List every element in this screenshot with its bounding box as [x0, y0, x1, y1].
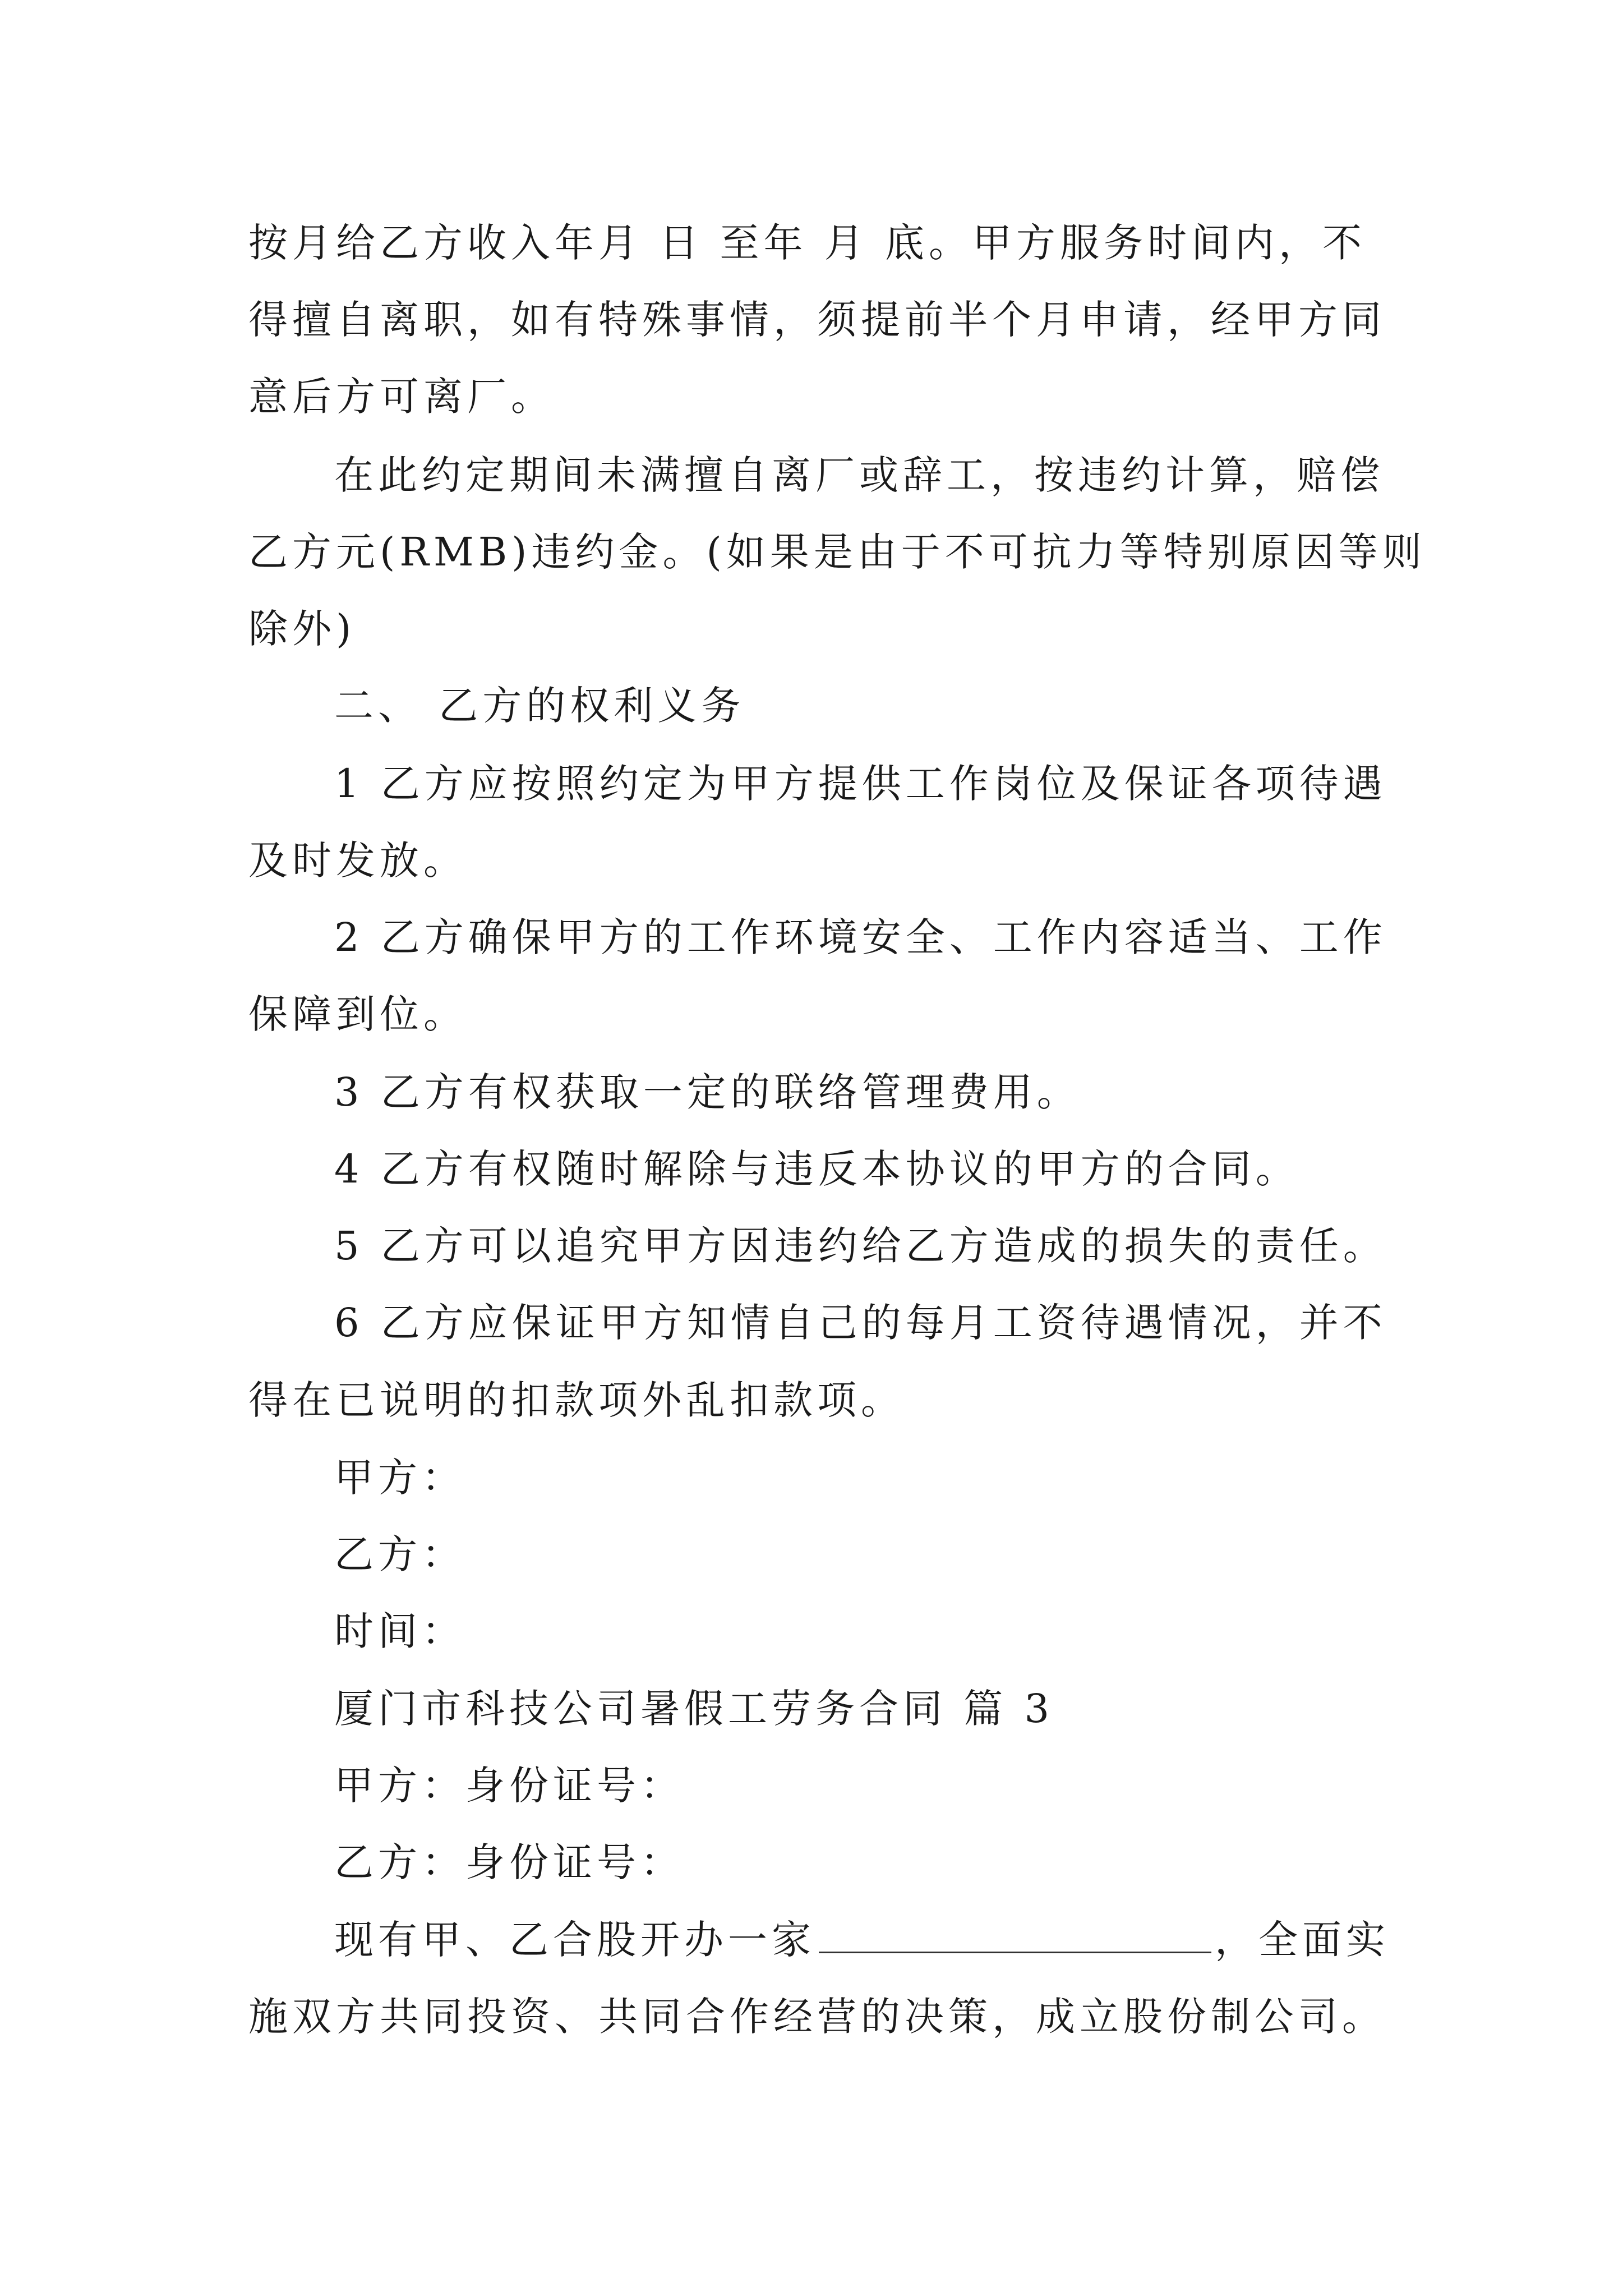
fill-in-blank — [819, 1912, 1211, 1953]
paragraph-line: 6 乙方应保证甲方知情自己的每月工资待遇情况，并不 — [334, 1300, 1387, 1346]
paragraph-line: 甲方：身份证号： — [334, 1763, 684, 1809]
paragraph-line: 乙方元(RMB)违约金。(如果是由于不可抗力等特别原因等则 — [248, 529, 1426, 575]
paragraph-line: 按月给乙方收入年月 日 至年 月 底。甲方服务时间内，不 — [248, 220, 1367, 266]
paragraph-line: 除外) — [248, 606, 356, 652]
text-segment: 现有甲、乙合股开办一家 — [334, 1917, 815, 1963]
paragraph-line: 及时发放。 — [248, 838, 467, 884]
contract-title: 厦门市科技公司暑假工劳务合同 篇 3 — [334, 1686, 1054, 1732]
paragraph-line — [334, 1912, 1390, 1968]
paragraph-line: 1 乙方应按照约定为甲方提供工作岗位及保证各项待遇 — [334, 761, 1387, 807]
signature-party-a: 甲方： — [334, 1455, 465, 1501]
signature-date: 时间： — [334, 1608, 465, 1654]
paragraph-line: 保障到位。 — [248, 991, 467, 1037]
paragraph-line: 得在已说明的扣款项外乱扣款项。 — [248, 1377, 905, 1423]
paragraph-line: 施双方共同投资、共同合作经营的决策，成立股份制公司。 — [248, 1994, 1386, 2040]
paragraph-line: 乙方：身份证号： — [334, 1839, 684, 1885]
paragraph-line: 2 乙方确保甲方的工作环境安全、工作内容适当、工作 — [334, 914, 1387, 960]
signature-party-b: 乙方： — [334, 1531, 465, 1577]
paragraph-line: 意后方可离厂。 — [248, 374, 555, 420]
paragraph-line: 得擅自离职，如有特殊事情，须提前半个月申请，经甲方同 — [248, 297, 1386, 343]
section-heading: 二、 乙方的权利义务 — [334, 683, 745, 729]
text-segment: ，全面实 — [1215, 1917, 1390, 1963]
paragraph-line: 5 乙方可以追究甲方因违约给乙方造成的损失的责任。 — [334, 1223, 1387, 1269]
paragraph-line: 3 乙方有权获取一定的联络管理费用。 — [334, 1069, 1081, 1115]
paragraph-line: 4 乙方有权随时解除与违反本协议的甲方的合同。 — [334, 1146, 1299, 1192]
paragraph-line: 在此约定期间未满擅自离厂或辞工，按违约计算，赔偿 — [334, 452, 1384, 498]
